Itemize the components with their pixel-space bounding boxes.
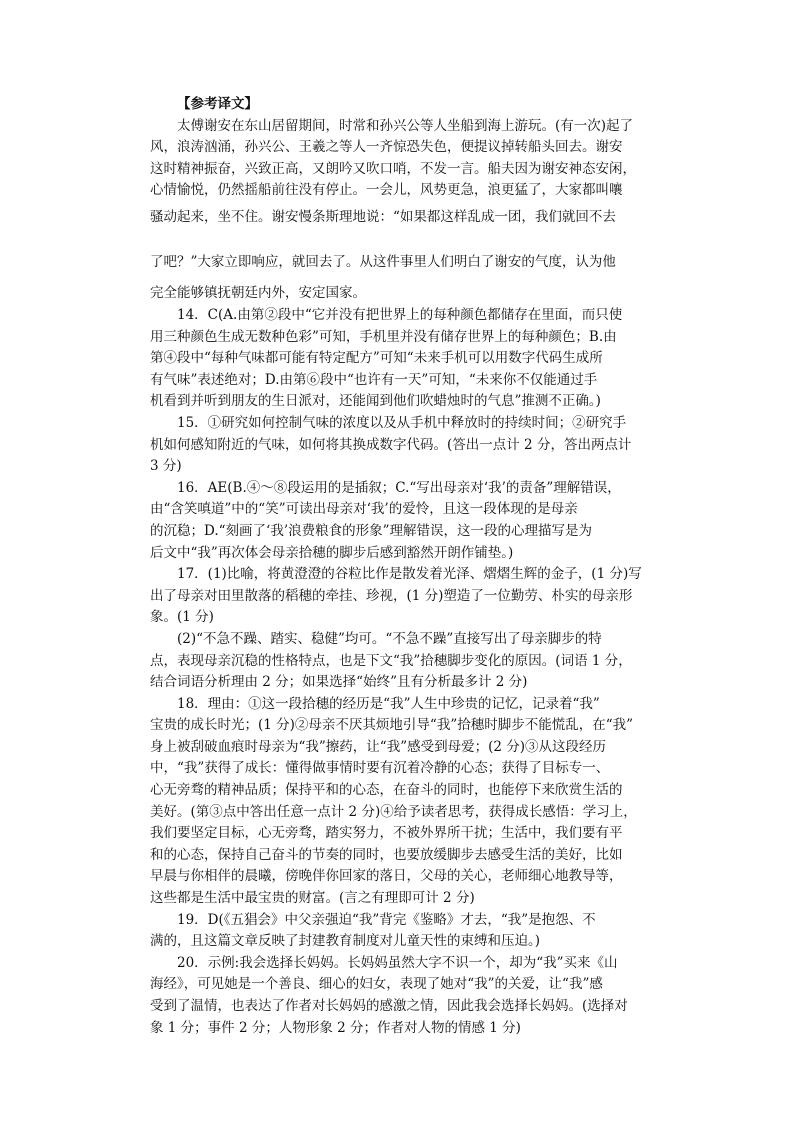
translation-heading: 【参考译文】	[177, 96, 258, 112]
answer-line: 15．①研究如何控制气味的浓度以及从手机中释放时的持续时间；②研究手	[177, 414, 627, 431]
answer-line: 有气味”表述绝对；D.由第⑥段中“也许有一天”可知，“未来你不仅能通过手	[150, 371, 598, 388]
answer-line: 身上被刮破血痕时母亲为“我”擦药，让“我”感受到母爱；(2 分)③从这段经历	[150, 738, 607, 755]
answer-line: 机如何感知附近的气味，如何将其换成数字代码。(答出一点计 2 分，答出两点计	[150, 436, 632, 453]
answer-line: 和的心态，保持自己奋斗的节奏的同时，也要放缓脚步去感受生活的美好，比如	[150, 846, 623, 863]
answer-line: 美好。(第③点中答出任意一点计 2 分)④给予读者思考，获得成长感悟：学习上，	[150, 803, 637, 820]
answer-line: 我们要坚定目标，心无旁骛，踏实努力，不被外界所干扰；生活中，我们要有平	[150, 825, 623, 842]
answer-line: 19．D(《五猖会》中父亲强迫“我”背完《鉴略》才去，“我”是抱怨、不	[177, 911, 596, 928]
answer-line: 象 1 分；事件 2 分；人物形象 2 分；作者对人物的情感 1 分)	[150, 1019, 521, 1036]
answer-line: 海经》，可见她是一个善良、细心的妇女，表现了她对“我”的关爱，让“我”感	[150, 976, 603, 993]
answer-line: 用三种颜色生成无数种色彩”可知，手机里并没有储存世界上的每种颜色；B.由	[150, 328, 617, 345]
answer-line: 17．(1)比喻，将黄澄澄的谷粒比作是散发着光泽、熠熠生辉的金子，(1 分)写	[177, 566, 642, 583]
translation-line: 骚动起来，坐不住。谢安慢条斯理地说：“如果都这样乱成一团，我们就回不去	[150, 209, 616, 225]
translation-line: 这时精神振奋，兴致正高，又朗吟又吹口哨，不发一言。船夫因为谢安神态安闲，	[150, 160, 636, 177]
answer-line: 这些都是生活中最宝贵的财富。(言之有理即可计 2 分)	[150, 890, 475, 907]
translation-line-7	[150, 283, 648, 305]
answer-line: 16．AE(B.④～⑧段运用的是插叙；C.“写出母亲对‘我’的责备”理解错误，	[177, 479, 621, 496]
translation-line: 心情愉悦，仍然摇船前往没有停止。一会儿，风势更急，浪更猛了，大家都叫嚷	[150, 182, 623, 199]
answer-line: 3 分)	[150, 458, 182, 475]
translation-line: 太傅谢安在东山居留期间，时常和孙兴公等人坐船到海上游玩。(有一次)起了	[177, 117, 634, 134]
translation-line: 完全能够镇抚朝廷内外，安定国家。	[150, 285, 366, 301]
answer-line: 宝贵的成长时光；(1 分)②母亲不厌其烦地引导“我”拾穗时脚步不能慌乱，在“我”	[150, 717, 634, 734]
answer-line: 20．示例:我会选择长妈妈。长妈妈虽然大字不识一个，却为“我”买来《山	[177, 954, 618, 971]
answer-line: 由“含笑嗔道”中的“笑”可读出母亲对‘我’的爱怜，且这一段体现的是母亲	[150, 501, 578, 518]
translation-line-5	[150, 207, 648, 229]
answer-line: 象。(1 分)	[150, 609, 214, 626]
translation-section	[150, 94, 648, 202]
answers-section	[150, 305, 648, 1039]
translation-line-6	[150, 252, 648, 274]
answer-line: 机看到并听到朋友的生日派对，还能闻到他们吹蜡烛时的气息”推测不正确。)	[150, 393, 601, 410]
answer-line: 第④段中“每种气味都可能有特定配方”可知“未来手机可以用数字代码生成所	[150, 350, 603, 367]
translation-line: 了吧？”大家立即响应，就回去了。从这件事里人们明白了谢安的气度，认为他	[150, 254, 616, 270]
answer-line: 18．理由：①这一段拾穗的经历是“我”人生中珍贵的记忆，记录着“我”	[177, 695, 600, 712]
answer-line: 14．C(A.由第②段中“它并没有把世界上的每种颜色都储存在里面，而只使	[177, 307, 623, 323]
answer-line: 受到了温情，也表达了作者对长妈妈的感激之情，因此我会选择长妈妈。(选择对	[150, 998, 628, 1014]
answer-line: 中，“我”获得了成长：懂得做事情时要有沉着冷静的心态；获得了目标专一、	[150, 760, 610, 777]
answer-line: 心无旁骛的精神品质；保持平和的心态，在奋斗的同时，也能停下来欣赏生活的	[150, 782, 623, 799]
translation-line: 风，浪涛汹涌，孙兴公、王羲之等人一齐惊恐失色，便提议掉转船头回去。谢安	[150, 139, 623, 156]
answer-line: 的沉稳；D.“刻画了‘我’浪费粮食的形象”理解错误，这一段的心理描写是为	[150, 522, 593, 539]
answer-line: (2)“不急不躁、踏实、稳健”均可。“不急不躁”直接写出了母亲脚步的特	[177, 630, 602, 647]
answer-line: 早晨与你相伴的晨曦，傍晚伴你回家的落日，父母的关心，老师细心地教导等，	[150, 868, 623, 885]
answer-line: 点，表现母亲沉稳的性格特点，也是下文“我”拾穗脚步变化的原因。(词语 1 分，	[150, 652, 632, 669]
answer-line: 出了母亲对田里散落的稻穗的牵挂、珍视，(1 分)塑造了一位勤劳、朴实的母亲形	[150, 587, 633, 604]
answer-line: 后文中“我”再次体会母亲拾穗的脚步后感到豁然开朗作铺垫。)	[150, 544, 514, 561]
answer-line: 满的，且这篇文章反映了封建教育制度对儿童天性的束缚和压迫。)	[150, 933, 541, 950]
answer-line: 结合词语分析理由 2 分；如果选择“始终”且有分析最多计 2 分)	[150, 674, 528, 691]
